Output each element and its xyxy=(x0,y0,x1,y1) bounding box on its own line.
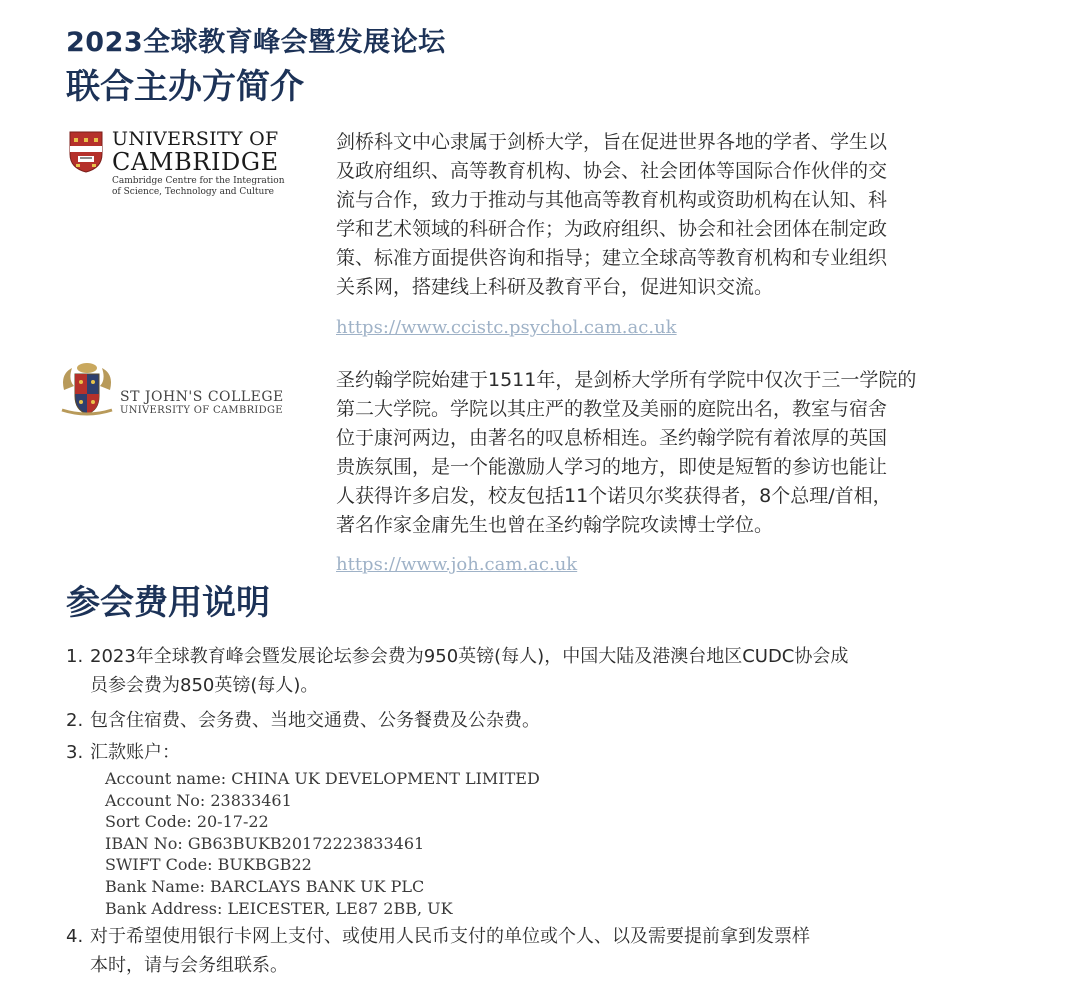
stjohns-desc-line: 位于康河两边，由著名的叹息桥相连。圣约翰学院有着浓厚的英国 xyxy=(336,427,888,449)
account-row: Bank Name: BARCLAYS BANK UK PLC xyxy=(105,876,425,896)
stjohns-description xyxy=(336,366,996,540)
account-row: IBAN No: GB63BUKB20172223833461 xyxy=(105,833,425,853)
cambridge-crest-icon xyxy=(68,130,104,174)
fee-item-text: 本时，请与会务组联系。 xyxy=(90,955,288,976)
stjohns-desc-line: 贵族氛围，是一个能激励人学习的地方，即使是短暂的参访也能让 xyxy=(336,456,888,478)
forum-title: 2023全球教育峰会暨发展论坛 xyxy=(66,27,446,58)
fee-item-text: 包含住宿费、会务费、当地交通费、公务餐费及公杂费。 xyxy=(90,710,540,731)
stjohns-desc-line: 圣约翰学院始建于1511年，是剑桥大学所有学院中仅次于三一学院的 xyxy=(336,369,917,391)
fee-section-title: 参会费用说明 xyxy=(66,583,270,623)
cambridge-logo xyxy=(68,128,288,198)
co-organizer-section-title: 联合主办方简介 xyxy=(66,67,304,107)
cambridge-desc-line: 剑桥科文中心隶属于剑桥大学，旨在促进世界各地的学者、学生以 xyxy=(336,131,888,153)
stjohns-logo-line2: UNIVERSITY OF CAMBRIDGE xyxy=(120,405,283,416)
cambridge-desc-line: 及政府组织、高等教育机构、协会、社会团体等国际合作伙伴的交 xyxy=(336,160,888,182)
account-row: Sort Code: 20-17-22 xyxy=(105,812,269,832)
cambridge-desc-line: 学和艺术领域的科研合作；为政府组织、协会和社会团体在制定政 xyxy=(336,218,888,240)
account-row: Bank Address: LEICESTER, LE87 2BB, UK xyxy=(105,898,453,918)
bank-account-details xyxy=(105,768,540,919)
cambridge-desc-line: 策、标准方面提供咨询和指导；建立全球高等教育机构和专业组织 xyxy=(336,247,888,269)
fee-item-number: 2. xyxy=(66,710,84,731)
fee-item-number: 1. xyxy=(66,646,84,667)
cambridge-logo-line1: UNIVERSITY OF xyxy=(112,128,279,150)
account-row: Account No: 23833461 xyxy=(105,790,292,810)
fee-item-text: 2023年全球教育峰会暨发展论坛参会费为950英镑(每人)，中国大陆及港澳台地区CUDC协会成 xyxy=(90,646,849,667)
stjohns-logo-line1: ST JOHN'S COLLEGE xyxy=(120,389,284,405)
fee-item-text: 员参会费为850英镑(每人)。 xyxy=(90,675,319,696)
stjohns-desc-line: 人获得许多启发，校友包括11个诺贝尔奖获得者，8个总理/首相， xyxy=(336,485,892,507)
stjohns-link[interactable]: https://www.joh.cam.ac.uk xyxy=(336,554,578,575)
account-row: Account name: CHINA UK DEVELOPMENT LIMITED xyxy=(105,769,540,788)
cambridge-logo-line2: CAMBRIDGE xyxy=(112,148,279,176)
stjohns-desc-line: 第二大学院。学院以其庄严的教堂及美丽的庭院出名，教室与宿舍 xyxy=(336,398,888,420)
stjohns-crest-icon xyxy=(56,360,118,418)
fee-item-number: 4. xyxy=(66,926,84,947)
cambridge-description xyxy=(336,128,996,302)
fee-item-text: 对于希望使用银行卡网上支付、或使用人民币支付的单位或个人、以及需要提前拿到发票样 xyxy=(90,926,810,947)
cambridge-desc-line: 关系网，搭建线上科研及教育平台，促进知识交流。 xyxy=(336,276,774,298)
cambridge-logo-sub2: of Science, Technology and Culture xyxy=(112,187,274,197)
stjohns-logo xyxy=(56,360,296,422)
fee-item-number: 3. xyxy=(66,742,84,763)
stjohns-desc-line: 著名作家金庸先生也曾在圣约翰学院攻读博士学位。 xyxy=(336,514,774,536)
cambridge-link[interactable]: https://www.ccistc.psychol.cam.ac.uk xyxy=(336,317,677,338)
fee-item-text: 汇款账户： xyxy=(90,742,180,763)
cambridge-logo-sub1: Cambridge Centre for the Integration xyxy=(112,176,285,186)
cambridge-desc-line: 流与合作，致力于推动与其他高等教育机构或资助机构在认知、科 xyxy=(336,189,888,211)
account-row: SWIFT Code: BUKBGB22 xyxy=(105,855,312,875)
